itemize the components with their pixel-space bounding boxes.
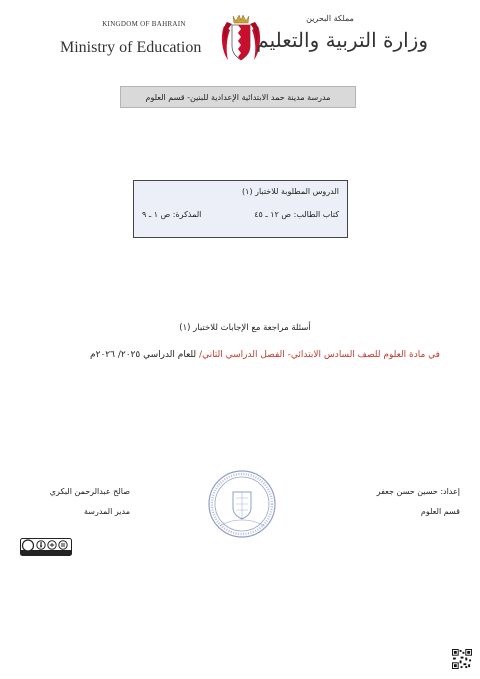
student-book-pages: كتاب الطالب: ص ١٢ ـ ٤٥	[254, 210, 339, 219]
school-stamp-icon	[206, 468, 278, 540]
notebook-pages: المذكرة: ص ١ ـ ٩	[142, 210, 202, 219]
principal-name: صالح عبدالرحمن البكري	[49, 487, 130, 496]
lessons-title: الدروس المطلوبة للاختبار (١)	[242, 187, 339, 196]
lessons-box	[133, 180, 348, 238]
lessons-row	[142, 210, 339, 219]
creative-commons-badge-icon	[20, 538, 72, 556]
prepared-department: قسم العلوم	[420, 507, 460, 516]
academic-year: للعام الدراسي ٢٠٢٥/ ٢٠٢٦م	[90, 350, 200, 360]
ministry-en-title: Ministry of Education	[60, 39, 202, 56]
qr-code-icon	[452, 649, 472, 669]
ministry-ar-title: وزارة التربية والتعليم	[256, 28, 428, 52]
questions-title: أسئلة مراجعة مع الإجابات للاختبار (١)	[179, 323, 311, 333]
principal-title: مدير المدرسة	[83, 507, 130, 516]
school-name: مدرسة مدينة حمد الابتدائية الإعدادية للبنين- قسم العلوم	[145, 92, 331, 102]
kingdom-en-label: KINGDOM OF BAHRAIN	[102, 20, 186, 28]
prepared-by: إعداد: حسين حسن جعفر	[376, 487, 460, 496]
school-name-box	[120, 86, 356, 108]
subject-description: في مادة العلوم للصف السادس الابتدائي- الفصل الدراسي الثاني/	[199, 350, 440, 360]
kingdom-ar-label: مملكة البحرين	[306, 14, 354, 23]
subject-line	[20, 350, 440, 360]
